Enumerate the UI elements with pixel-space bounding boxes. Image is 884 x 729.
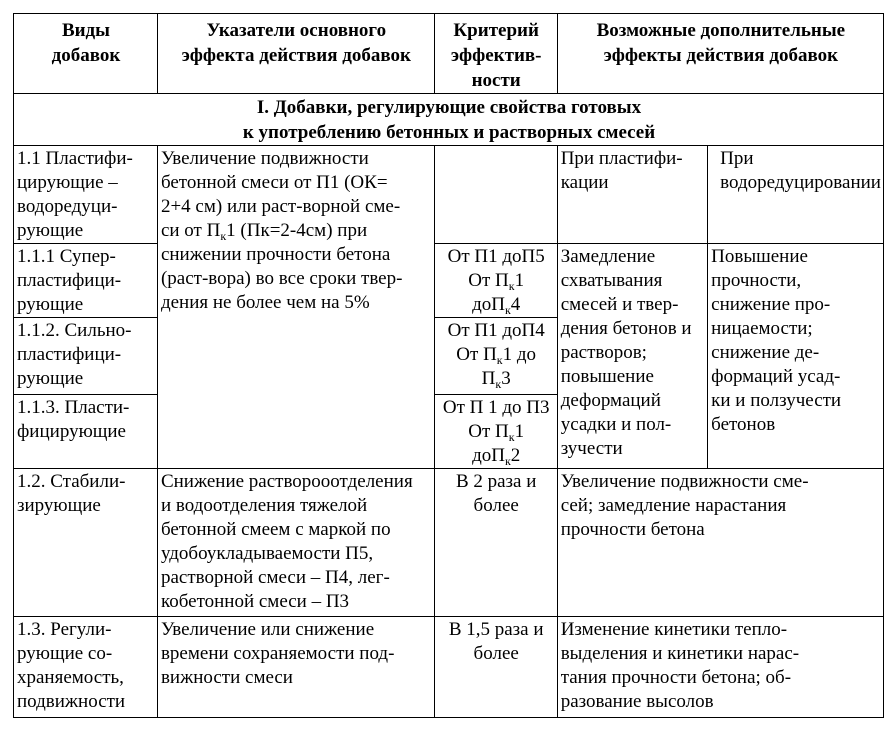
criterion-1-1-1-a: От П1 доП5: [447, 246, 545, 267]
table-row-1-2: [14, 469, 884, 617]
type-cell-1-2: 1.2. Стабили- зирующие: [14, 469, 158, 617]
extra-water-header-text: При водоредуцировании: [720, 148, 881, 193]
main-effect-1-1-rest: 1 (Пк=2-4см) при снижении прочности бетона (раст-вора) во все сроки твер- дения не более чем на 5%: [160, 220, 403, 313]
criterion-1-1-1-c: 1 доП: [472, 270, 525, 315]
criterion-cell-1-2: В 2 раза и более: [434, 469, 557, 617]
criterion-1-1-1-sub1: к: [508, 279, 515, 293]
criterion-1-1-2-a: От П1 доП4: [447, 320, 545, 341]
main-effect-1-1-sub: к: [220, 229, 227, 243]
criterion-1-1-1-d: 4: [510, 294, 521, 315]
criterion-1-1-3-a: От П 1 до П3: [442, 397, 550, 418]
criterion-1-1-3-sub2: к: [504, 454, 511, 468]
criterion-cell-1-1: [434, 146, 557, 244]
main-effect-1-1: [157, 146, 434, 469]
criterion-1-1-3-c: 1 доП: [472, 421, 525, 466]
header-main-effect: Указатели основного эффекта действия добавок: [157, 14, 434, 94]
extra-cell-1-3: Изменение кинетики тепло- выделения и кинетики нарас- тания прочности бетона; об- разование высолов: [557, 617, 883, 718]
additives-table: [13, 13, 884, 718]
criterion-1-1-3-b: От П: [468, 421, 509, 442]
header-extra-effects: Возможные дополнительные эффекты действия добавок: [557, 14, 883, 94]
criterion-cell-1-3: В 1,5 раза и более: [434, 617, 557, 718]
criterion-1-1-1-sub2: к: [504, 303, 511, 317]
extra-plast-header: При пластифи- кации: [557, 146, 707, 244]
criterion-cell-1-1-3: [434, 395, 557, 469]
criterion-1-1-1-b: От П: [468, 270, 509, 291]
criterion-cell-1-1-1: [434, 244, 557, 318]
section-row: [14, 94, 884, 146]
extra-plast-cell: Замедление схватывания смесей и твер- дения бетонов и растворов; повышение деформаций усадки и пол- зучести: [557, 244, 707, 469]
criterion-1-1-2-sub1: к: [496, 353, 503, 367]
type-cell-1-1-1: 1.1.1 Супер- пластифици- рующие: [14, 244, 158, 318]
main-effect-1-2: Снижение растворооотделения и водоотделения тяжелой бетонной смеем с маркой по удобоукладываемости П5, растворной смеси – П4, лег- кобетонной смеси – П3: [157, 469, 434, 617]
criterion-1-1-2-c: 1 до П: [481, 344, 537, 389]
main-effect-1-3: Увеличение или снижение времени сохраняемости под- вижности смеси: [157, 617, 434, 718]
extra-water-header: [708, 146, 884, 244]
criterion-1-1-2-b: От П: [456, 344, 497, 365]
header-additive-types: Виды добавок: [14, 14, 158, 94]
type-cell-1-1-3: 1.1.3. Пласти- фицирующие: [14, 395, 158, 469]
section-title: I. Добавки, регулирующие свойства готовых к употреблению бетонных и растворных смесей: [14, 94, 884, 146]
table-row-1-3: [14, 617, 884, 718]
table-row-1-1: [14, 146, 884, 244]
type-cell-1-1-2: 1.1.2. Сильно- пластифици- рующие: [14, 318, 158, 395]
type-cell-1-1: 1.1 Пластифи- цирующие – водоредуци- рующие: [14, 146, 158, 244]
criterion-1-1-2-sub2: к: [495, 377, 502, 391]
criterion-1-1-3-sub1: к: [508, 430, 515, 444]
table-row-1-1-1: [14, 244, 884, 318]
header-row: [14, 14, 884, 94]
extra-cell-1-2: Увеличение подвижности сме- сей; замедление нарастания прочности бетона: [557, 469, 883, 617]
type-cell-1-3: 1.3. Регули- рующие со- храняемость, подвижности: [14, 617, 158, 718]
criterion-cell-1-1-2: [434, 318, 557, 395]
criterion-1-1-3-d: 2: [510, 445, 521, 466]
criterion-1-1-2-d: 3: [501, 368, 511, 389]
extra-water-cell: Повышение прочности, снижение про- ницаемости; снижение де- формаций усад- ки и ползучести бетонов: [708, 244, 884, 469]
header-criterion: Критерий эффектив- ности: [434, 14, 557, 94]
main-effect-1-1-text: Увеличение подвижности бетонной смеси от П1 (ОК= 2+4 см) или раст-ворной сме- си от П: [160, 148, 401, 241]
